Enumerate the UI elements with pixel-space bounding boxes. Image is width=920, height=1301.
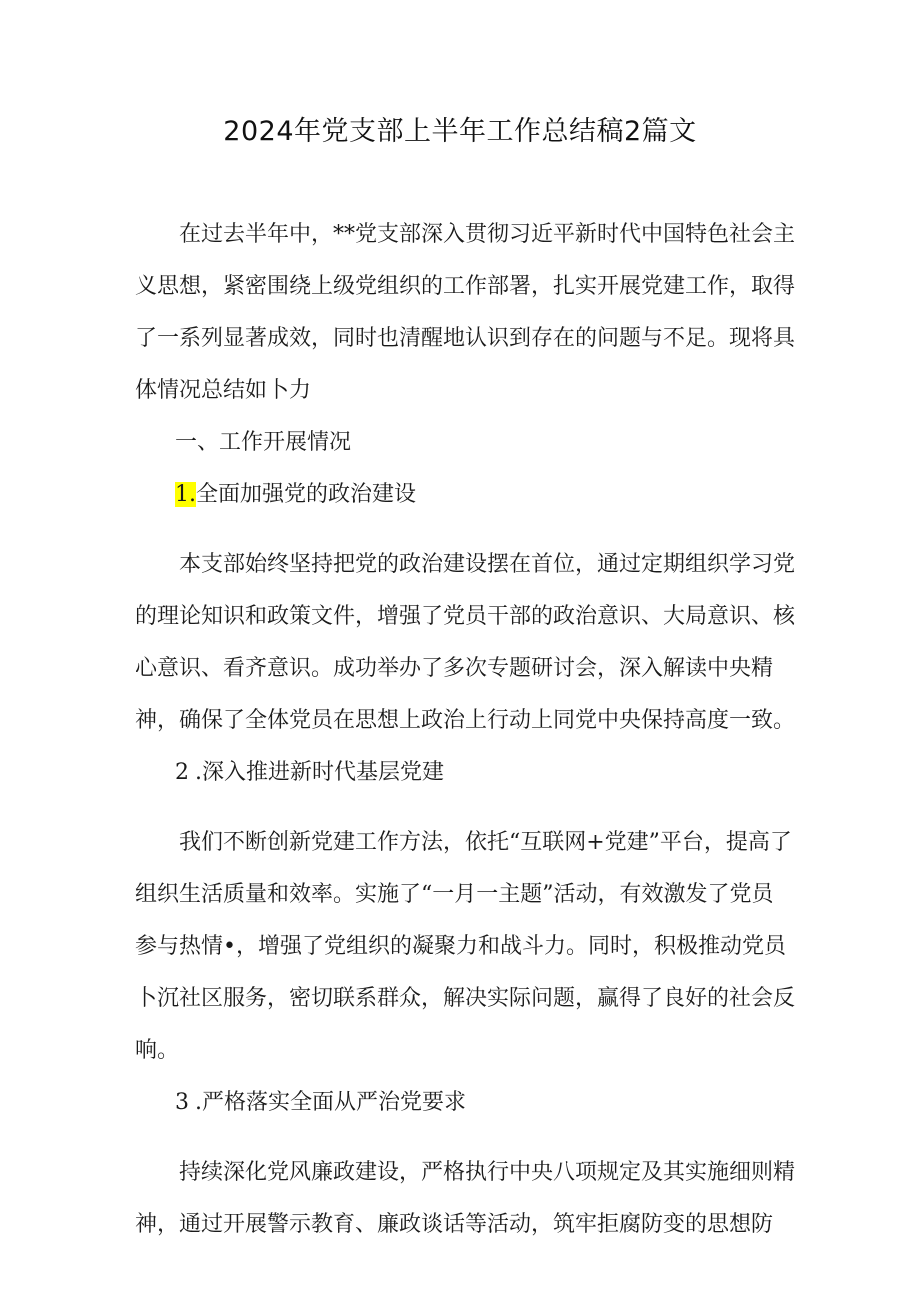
subheading-2-number: 2 (175, 760, 189, 785)
subheading-2 (135, 747, 795, 799)
paragraph-1: 本支部始终坚持把党的政治建设摆在首位，通过定期组织学习党的理论知识和政策文件，增强了党员干部的政治意识、大局意识、核心意识、看齐意识。成功举办了多次专题研讨会，深入解读中央精神，确保了全体党员在思想上政治上行动上同党中央保持高度一致。 (135, 552, 796, 733)
intro-paragraph: 在过去半年中，**党支部深入贯彻习近平新时代中国特色社会主义思想，紧密围绕上级党组织的工作部署，扎实开展党建工作，取得了一系列显著成效，同时也清醒地认识到存在的问题与不足。现将具体情况总结如卜力 (135, 222, 796, 403)
document-title: 2024年党支部上半年工作总结稿2篇文 (223, 116, 697, 147)
subheading-1 (135, 469, 795, 521)
subheading-3 (135, 1077, 795, 1129)
subheading-3-title: .严格落实全面从严治党要求 (195, 1090, 466, 1115)
highlighted-number: 1. (175, 482, 196, 507)
subheading-1-title: 全面加强党的政治建设 (196, 482, 417, 507)
paragraph-3: 持续深化党风廉政建设，严格执行中央八项规定及其实施细则精神，通过开展警示教育、廉政谈话等活动，筑牢拒腐防变的思想防 (135, 1160, 796, 1237)
subheading-3-number: 3 (175, 1090, 189, 1115)
subheading-2-title: .深入推进新时代基层党建 (195, 760, 444, 785)
paragraph-2: 我们不断创新党建工作方法，依托“互联网+党建”平台，提高了组织生活质量和效率。实施了“一月一主题”活动，有效激发了党员参与热情•，增强了党组织的凝聚力和战斗力。同时，积极推动党员卜沉社区服务，密切联系群众，解决实际问题，赢得了良好的社会反响。 (135, 830, 796, 1063)
document-body (135, 209, 795, 1251)
section-heading-work: 一、工作开展情况 (175, 430, 352, 455)
